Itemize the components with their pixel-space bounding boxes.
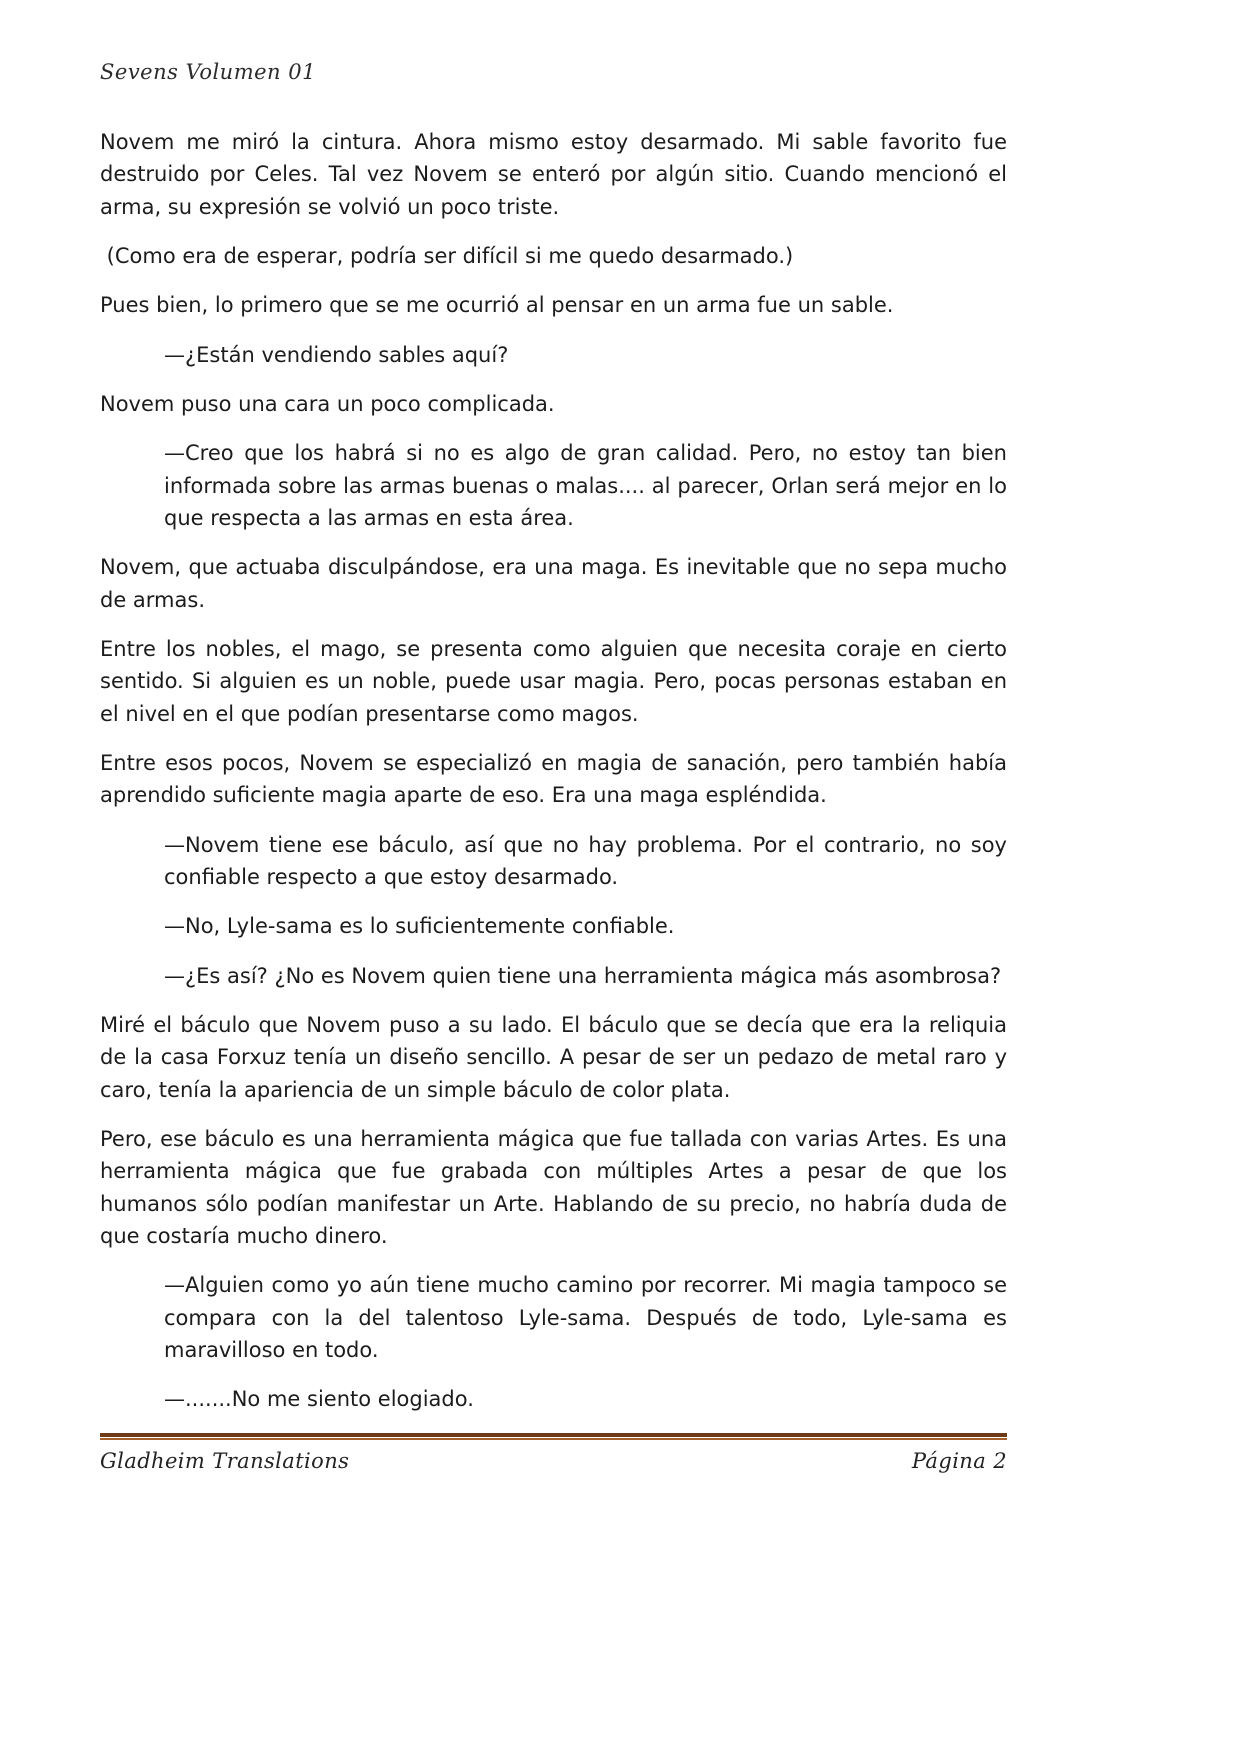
dialogue-paragraph: —¿Están vendiendo sables aquí? (164, 342, 509, 367)
paragraph: Pero, ese báculo es una herramienta mágica que fue tallada con varias Artes. Es una herramienta mágica que fue grabada con múltiples Artes a pesar de que los humanos sólo podían manifestar un Arte. Hablando de su precio, no habría duda de que costaría mucho dinero. (100, 1126, 1007, 1248)
page-footer (100, 1433, 1007, 1473)
paragraph: Novem puso una cara un poco complicada. (100, 391, 555, 416)
dialogue-paragraph: —No, Lyle-sama es lo suficientemente confiable. (164, 914, 675, 939)
paragraph: Pues bien, lo primero que se me ocurrió al pensar en un arma fue un sable. (100, 293, 894, 318)
page-number: Página 2 (911, 1448, 1007, 1473)
dialogue-paragraph: —Novem tiene ese báculo, así que no hay problema. Por el contrario, no soy confiable respecto a que estoy desarmado. (164, 832, 1007, 889)
document-body (100, 126, 1007, 1416)
dialogue-paragraph: —Alguien como yo aún tiene mucho camino por recorrer. Mi magia tampoco se compara con la del talentoso Lyle-sama. Después de todo, Lyle-sama es maravilloso en todo. (164, 1273, 1007, 1362)
dialogue-paragraph: —¿Es así? ¿No es Novem quien tiene una herramienta mágica más asombrosa? (164, 963, 1002, 988)
paragraph: Entre esos pocos, Novem se especializó en magia de sanación, pero también había aprendido suficiente magia aparte de eso. Era una maga espléndida. (100, 750, 1007, 808)
paragraph: (Como era de esperar, podría ser difícil si me quedo desarmado.) (100, 243, 794, 268)
paragraph: Novem me miró la cintura. Ahora mismo estoy desarmado. Mi sable favorito fue destruido por Celes. Tal vez Novem se enteró por algún sitio. Cuando mencionó el arma, su expresión se volvió un poco triste. (100, 130, 1007, 219)
translator-credit: Gladheim Translations (100, 1448, 350, 1473)
dialogue-paragraph: —Creo que los habrá si no es algo de gran calidad. Pero, no estoy tan bien informada sobre las armas buenas o malas.... al parecer, Orlan será mejor en lo que respecta a las armas en esta área. (164, 441, 1007, 530)
dialogue-paragraph: —.......No me siento elogiado. (164, 1387, 474, 1412)
paragraph: Novem, que actuaba disculpándose, era una maga. Es inevitable que no sepa mucho de armas. (100, 555, 1007, 612)
footer-rule-thin (100, 1438, 1007, 1440)
paragraph: Miré el báculo que Novem puso a su lado. El báculo que se decía que era la reliquia de la casa Forxuz tenía un diseño sencillo. A pesar de ser un pedazo de metal raro y caro, tenía la apariencia de un simple báculo de color plata. (100, 1012, 1007, 1102)
footer-rule-thick (100, 1433, 1007, 1437)
paragraph: Entre los nobles, el mago, se presenta como alguien que necesita coraje en cierto sentido. Si alguien es un noble, puede usar magia. Pero, pocas personas estaban en el nivel en el que podían presentarse como magos. (100, 636, 1007, 726)
volume-title: Sevens Volumen 01 (100, 60, 316, 84)
